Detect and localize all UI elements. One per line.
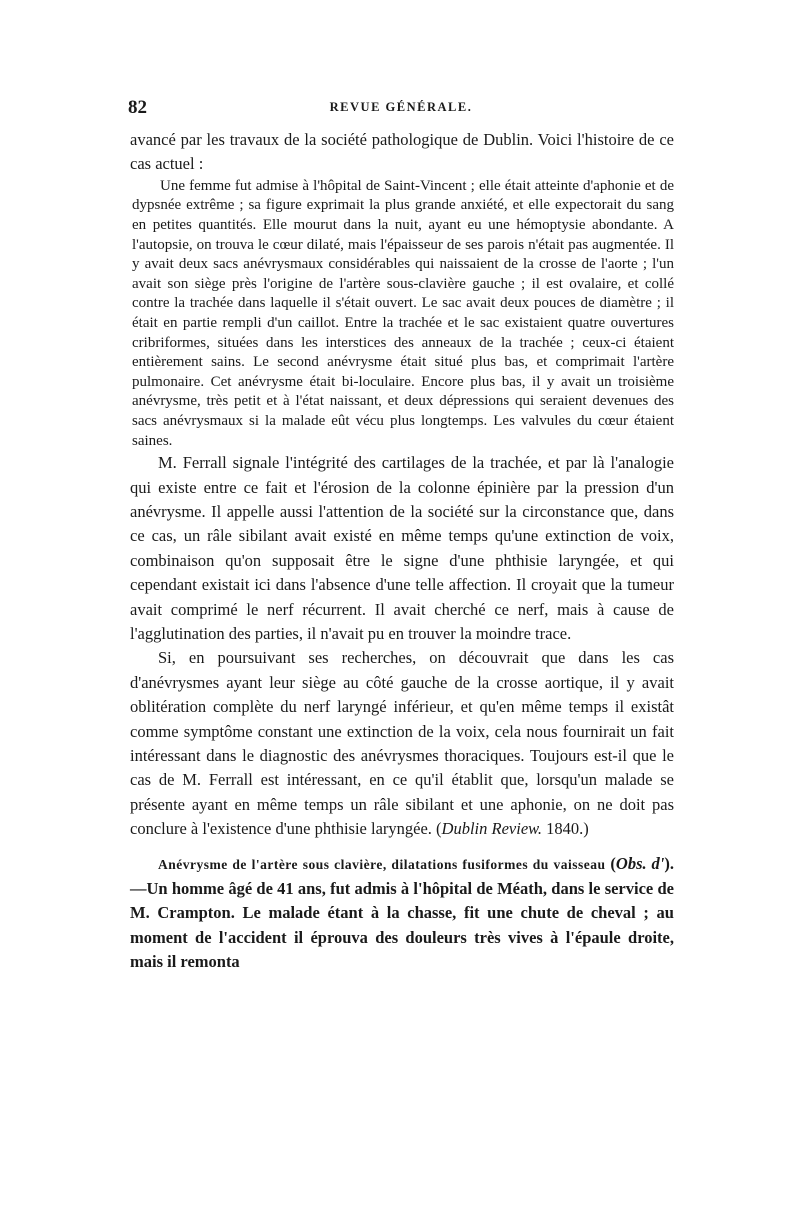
case-note-text: —Un homme âgé de 41 ans, fut admis à l'hôpital de Méath, dans le service de M. Crampton. Le malade étant à la chasse, fit une chute de cheval ; au moment de l'accident il éprouva des douleurs très vives à l'épaule droite, mais il remonta — [130, 879, 674, 972]
page-number: 82 — [128, 97, 147, 118]
page-body — [130, 128, 674, 975]
diagnosis-text: Si, en poursuivant ses recherches, on découvrait que dans les cas d'anévrysmes ayant leur siège au côté gauche de la crosse aortique, il y avait oblitération complète du nerf laryngé inférieur, et qu'en même temps il existât comme symptôme constant une extinction de la voix, cela nous fournirait un fait intéressant dans le diagnostic des anévrysmes thoraciques. Toujours est-il que le cas de M. Ferrall est intéressant, en ce qu'il établit que, lorsqu'un malade se présente ayant en même temps un râle sibilant et une aphonie, on ne doit pas conclure à l'existence d'une phthisie laryngée. — [130, 648, 674, 839]
source-title: Dublin Review. — [441, 819, 543, 839]
case-note-heading: Anévrysme de l'artère sous clavière, dilatations fusiformes du vaisseau — [158, 856, 606, 872]
obs-close: ). — [664, 853, 675, 873]
case-note-paragraph — [130, 852, 674, 975]
diagnosis-paragraph — [130, 646, 674, 841]
journal-title: REVUE GÉNÉRALE. — [329, 100, 473, 114]
obs-label: Obs. d' — [615, 853, 665, 873]
ferrall-paragraph: M. Ferrall signale l'intégrité des cartilages de la trachée, et par là l'analogie qui existe entre ce fait et l'érosion de la colonne épinière par la pression d'un anévrysme. Il appelle aussi l'attention de la société sur la circonstance que, dans ce cas, un râle sibilant avait existé en même temps qu'une extinction de voix, combinaison qu'on supposait être le signe d'une phthisie laryngée, et qui cependant existait ici dans l'absence d'une telle affection. Il croyait que la tumeur avait comprimé le nerf récurrent. Il avait cherché ce nerf, mais à cause de l'agglutination des parties, il n'avait pu en trouver la moindre trace. — [130, 453, 674, 643]
intro-paragraph: avancé par les travaux de la société pathologique de Dublin. Voici l'histoire de ce cas actuel : — [130, 130, 674, 174]
obs-open: ( — [605, 853, 616, 873]
source-open: ( — [436, 819, 442, 839]
running-header — [128, 97, 674, 119]
source-close: 1840.) — [542, 819, 589, 839]
case-paragraph: Une femme fut admise à l'hôpital de Saint-Vincent ; elle était atteinte d'aphonie et de dypsnée extrême ; sa figure exprimait la plus grande anxiété, et elle expectorait du sang en petites quantités. Elle mourut dans la nuit, ayant eu une hémoptysie abondante. A l'autopsie, on trouva le cœur dilaté, mais l'épaisseur de ses parois n'était pas augmentée. Il y avait deux sacs anévrysmaux considérables qui naissaient de la crosse de l'aorte ; l'un avait son siège près l'origine de l'artère sous-clavière gauche ; il est ovalaire, et collé contre la trachée dans laquelle il s'était ouvert. Le sac avait deux pouces de diamètre ; il était en partie rempli d'un caillot. Entre la trachée et le sac existaient quatre ouvertures cribriformes, situées dans les interstices des anneaux de la trachée ; ceux-ci étaient entièrement sains. Le second anévrysme était situé plus bas, et comprimait l'artère pulmonaire. Cet anévrysme était bi-loculaire. Encore plus bas, il y avait un troisième anévrysme, très petit et à l'état naissant, et deux dépressions qui seraient devenues des sacs anévrysmaux si la malade eût vécu plus longtemps. Les valvules du cœur étaient saines. — [132, 177, 674, 449]
